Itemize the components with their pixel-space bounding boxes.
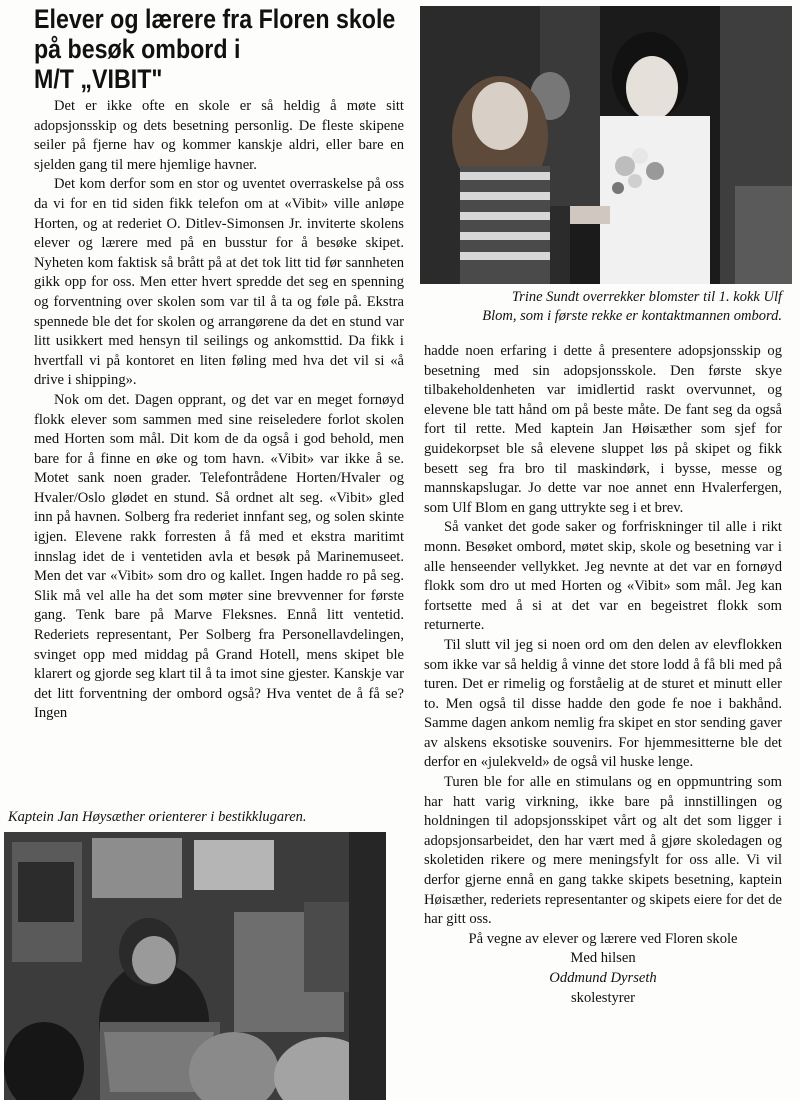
title-line: på besøk ombord i: [34, 34, 241, 64]
article-title: [34, 4, 396, 94]
photo-chartroom-illustration: [4, 832, 386, 1100]
title-line: M/T „VIBIT": [34, 64, 163, 94]
signature-line: På vegne av elever og lærere ved Floren skole: [468, 930, 738, 947]
right-column: [424, 342, 782, 1008]
signature-greeting: Med hilsen: [570, 950, 636, 967]
photo-flowers-illustration: [420, 6, 792, 284]
paragraph: Det kom derfor som en stor og uventet overraskelse på oss da vi for en tid siden fikk telefon om at «Vibit» ville anløpe Horten, og at rederiet O. Ditlev-Simonsen Jr. inviterte skolens elever og lærere med på en busstur for å besøke skipet. Nyheten kom faktisk så brått på at det tok litt tid før sannheten gikk opp for oss. Men etter hvert spredde det seg en spenning og forventning over skolen som var til å ta og føle på. Ekstra spennede ble det for skolen og arrangørene da det en stund var litt usikkert med hensyn til seilings og ankomsttid. Da fikk i hvertfall vi på kontoret en liten føling med hva det vil si «å drive i shipping».: [34, 176, 404, 389]
photo-flowers-handover: [420, 6, 792, 284]
paragraph: hadde noen erfaring i dette å presentere adopsjonsskip og besetning med sin adopsjonsskole. Den første skye tilbakeholdenheten var imidlertid raskt overvunnet, og elevene ble tatt hånd om på beste måte. De fant seg da også fort til rette. Med kaptein Jan Høisæther som sjef for guidekorpset ble så elevene sluppet løs på skipet og fikk besett seg fra bro til maskindørk, i bysse, messe og mannskapslugar. Jo dette var noe annet enn Hvalerfergen, som Ulf Blom en gang uttrykte seg i et brev.: [424, 343, 782, 516]
paragraph: Det er ikke ofte en skole er så heldig å møte sitt adopsjonsskip og dets besetning personlig. De fleste skipene seiler på fjerne hav og kommer kanskje aldri, eller bare en sjelden gang til mere hjemlige havner.: [34, 98, 404, 173]
title-line: Elever og lærere fra Floren skole: [34, 4, 396, 34]
signature-name: Oddmund Dyrseth: [549, 970, 657, 986]
paragraph: Til slutt vil jeg si noen ord om den delen av elevflokken som ikke var så heldig å vinne det store lodd å få bli med på turen. Det er rimelig og forståelig at de sturet et minutt eller to. Men også til disse hadde den gode fe noe i bakhånd. Samme dagen ankom nemlig fra skipet en stor sending gaver av alskens eksotiske souvenirs. For hjemmesitterne ble det derfor en «julekveld» de også vil huske lenge.: [424, 636, 782, 771]
paragraph: Nok om det. Dagen opprant, og det var en meget fornøyd flokk elever som sammen med sine reiseledere forlot skolen med Horten som mål. Dit kom de da også i god behold, men bare for å finne en øke og tom havn. «Vibit» var ikke å se. Motet sank noen grader. Telefontrådene Horten/Hvaler og Hvaler/Oslo glødet en stund. Så ordnet alt seg. «Vibit» gled inn på havnen. Solberg fra rederiet innfant seg, og solen skinte igjen. Elevene rakk forresten å få med et ekstra maritimt innslag idet de i ventetiden avla et besøk på Marinemuseet. Men det var «Vibit» som dro og kallet. Ingen hadde ro på seg. Slik må vel alle ha det som møter sine brevvenner for første gang. Tenk bare på Marve Fleksnes. Ennå litt ventetid. Rederiets representant, Per Solberg fra Personellavdelingen, svinget opp med middag på Grand Hotell, mens skipet ble klarert og gjorde seg klart til å ta imot sine gjester. Kanskje var det litt forventning der ombord også? Hva ventet de å få se? Ingen: [34, 391, 404, 722]
photo-caption-captain: Kaptein Jan Høysæther orienterer i bestikklugaren.: [8, 809, 307, 825]
signature-role: skolestyrer: [570, 989, 636, 1006]
left-column: [34, 97, 404, 724]
photo-chartroom: [4, 832, 386, 1100]
paragraph: Så vanket det gode saker og forfriskninger til alle i rikt monn. Besøket ombord, møtet skip, skole og besetning var i alle henseender vellykket. Jeg nevnte at det var en fornøyd flokk som dro ut med Horten og «Vibit» som mål. Jeg kan fortsette med å si at det var en begeistret flokk som returnerte.: [424, 519, 782, 634]
photo-caption-flowers: Trine Sundt overrekker blomster til 1. kokk Ulf Blom, som i første rekke er kontaktmannen ombord.: [482, 289, 782, 324]
paragraph: Turen ble for alle en stimulans og en oppmuntring som har hatt varig virkning, ikke bare på innstillingen og holdningen til adopsjonsskipet vårt og alt det som ligger i adopsjonsarbeidet, den har vært med å gjøre skoledagen og skoletiden rikere og mere meningsfylt for oss alle. Vi vil derfor gjerne ennå en gang takke skipets besetning, kaptein Høisæther, rederiets representanter og skipets eiere for det de har gitt oss.: [424, 774, 782, 928]
